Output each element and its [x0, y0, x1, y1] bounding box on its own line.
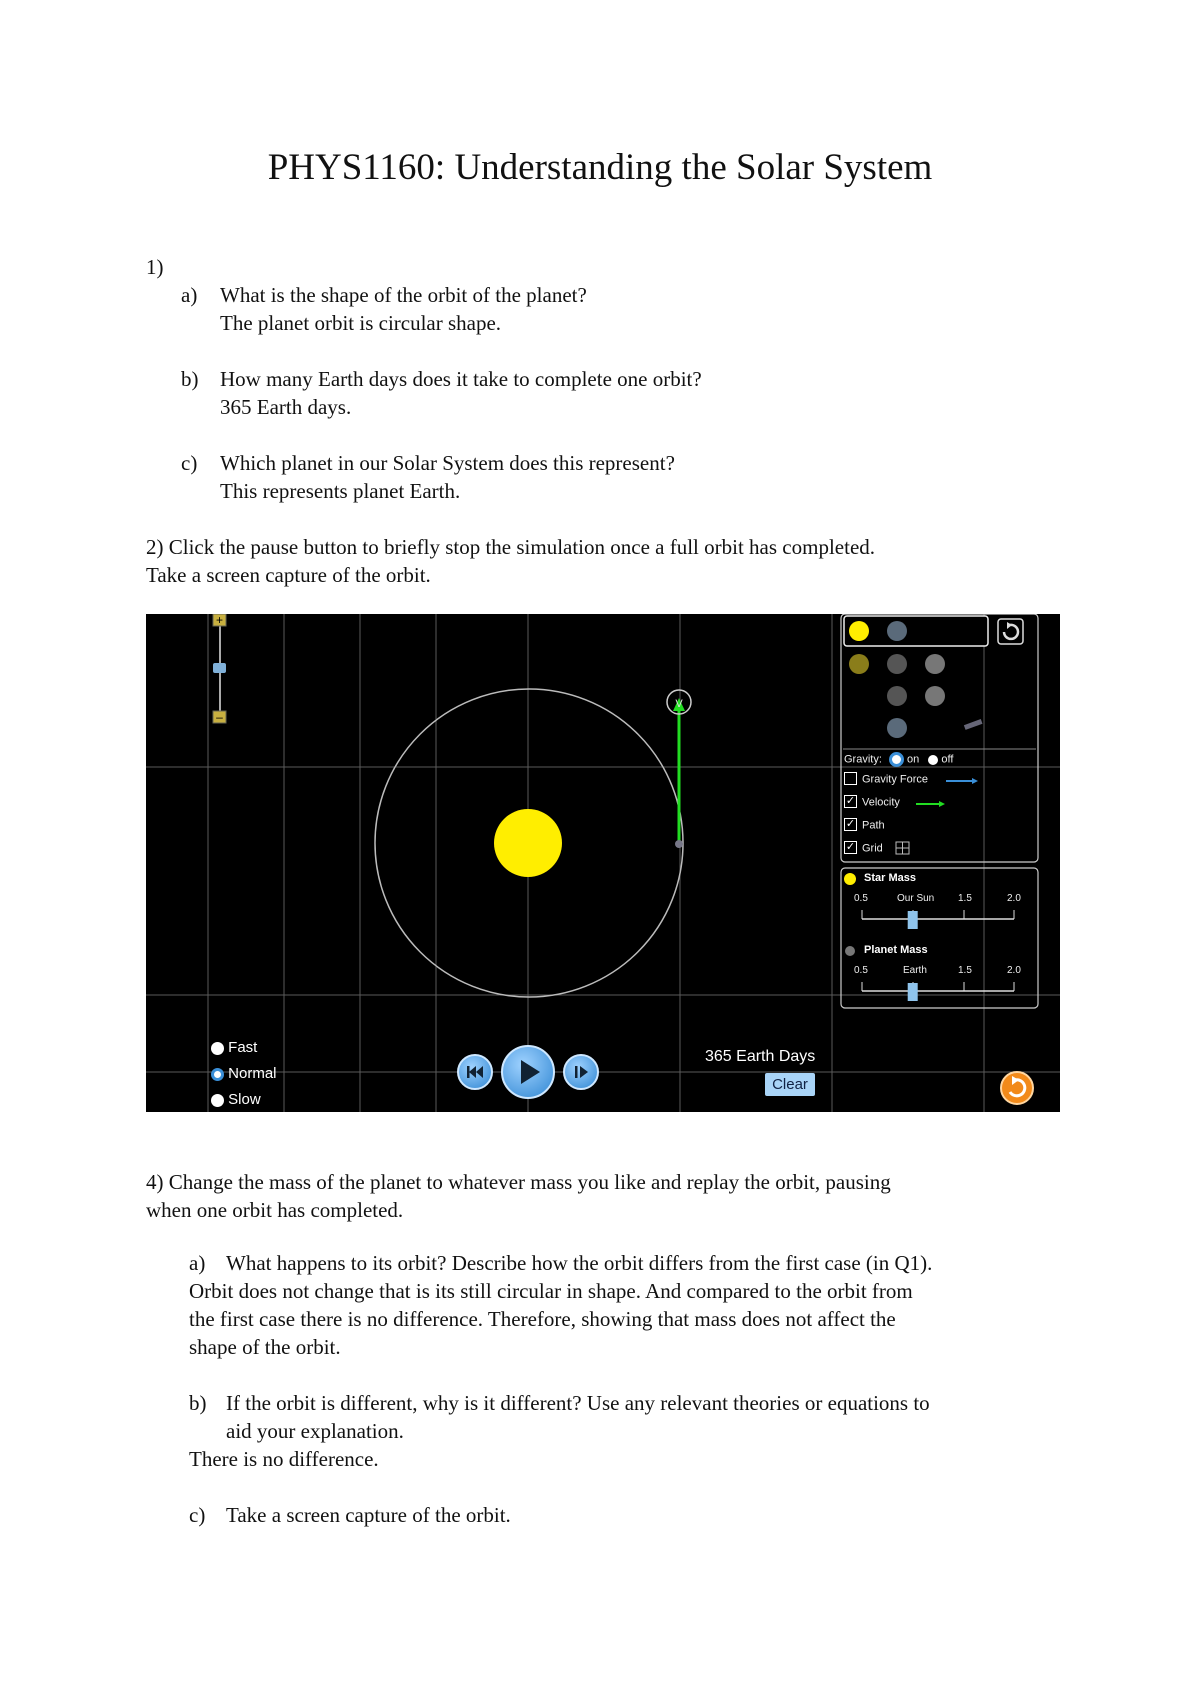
- q4a-answer-line1: Orbit does not change that is its still circular in shape. And compared to the orbit from: [189, 1279, 913, 1303]
- speed-slow-radio[interactable]: [211, 1094, 224, 1107]
- page-title: PHYS1160: Understanding the Solar System: [267, 147, 933, 188]
- q4a-answer-line2: the first case there is no difference. Therefore, showing that mass does not affect the: [189, 1307, 896, 1331]
- play-button[interactable]: [501, 1045, 555, 1099]
- star-mass-title: Star Mass: [864, 872, 916, 884]
- q1b-question: How many Earth days does it take to complete one orbit?: [220, 367, 702, 391]
- q4-line1: 4) Change the mass of the planet to whatever mass you like and replay the orbit, pausing: [146, 1170, 891, 1194]
- speed-fast-option[interactable]: [211, 1039, 257, 1056]
- q2-line2: Take a screen capture of the orbit.: [146, 563, 431, 587]
- planet-tick-3: 2.0: [1007, 965, 1021, 976]
- satellite-icon: [964, 719, 983, 730]
- q1-number: 1): [146, 255, 164, 279]
- star-mass-icon: [844, 873, 856, 885]
- grid-label: Grid: [862, 842, 883, 855]
- q4b-question-line1: If the orbit is different, why is it different? Use any relevant theories or equations to: [226, 1391, 930, 1415]
- restart-icon[interactable]: [1001, 1072, 1033, 1104]
- q4b-row: [189, 1389, 930, 1417]
- q4a-answer-line3: shape of the orbit.: [189, 1335, 341, 1359]
- planet-mass-icon: [845, 946, 855, 956]
- gravity-off-radio[interactable]: [928, 755, 938, 765]
- q4b-answer: There is no difference.: [189, 1447, 379, 1471]
- speed-normal-option[interactable]: [211, 1065, 277, 1082]
- planet-mass-slider[interactable]: [862, 982, 1014, 1001]
- gravity-on-label: on: [907, 753, 920, 766]
- planet-tick-1: Earth: [903, 965, 927, 976]
- speed-slow-option[interactable]: [211, 1091, 261, 1108]
- q1a-question: What is the shape of the orbit of the planet?: [220, 283, 587, 307]
- speed-fast-radio[interactable]: [211, 1042, 224, 1055]
- zoom-slider-thumb[interactable]: [213, 663, 226, 673]
- planet-mass-thumb[interactable]: [908, 983, 918, 1001]
- q2-line1: 2) Click the pause button to briefly stop the simulation once a full orbit has completed.: [146, 535, 876, 559]
- q1a-row: [181, 281, 587, 309]
- body-presets[interactable]: [849, 654, 982, 738]
- gravity-force-label: Gravity Force: [862, 773, 929, 786]
- q1b-answer: 365 Earth days.: [220, 395, 352, 419]
- preset-sun-icon: [849, 621, 869, 641]
- speed-slow-label: Slow: [228, 1091, 261, 1108]
- play-icon: [503, 1047, 553, 1097]
- q4a-row: [189, 1249, 932, 1277]
- speed-normal-label: Normal: [228, 1065, 277, 1082]
- q1c-question: Which planet in our Solar System does this represent?: [220, 451, 675, 475]
- speed-normal-radio[interactable]: [211, 1068, 224, 1081]
- path-checkbox[interactable]: ✓: [845, 818, 856, 830]
- gravity-toggle-row: [844, 752, 953, 767]
- planet-icon[interactable]: [675, 840, 683, 848]
- velocity-handle-label: V: [675, 698, 683, 710]
- velocity-checkbox[interactable]: ✓: [845, 795, 856, 807]
- q4b-label: b): [189, 1391, 207, 1415]
- gravity-on-radio[interactable]: [889, 752, 904, 767]
- step-forward-button[interactable]: [563, 1054, 599, 1090]
- rewind-button[interactable]: [457, 1054, 493, 1090]
- elapsed-days-readout: 365 Earth Days: [705, 1048, 816, 1065]
- gravity-force-checkbox[interactable]: [844, 772, 857, 785]
- q1b-label: b): [181, 367, 199, 391]
- planet-tick-2: 1.5: [958, 965, 972, 976]
- mass-panel: [841, 868, 1038, 1008]
- step-forward-icon: [565, 1056, 597, 1088]
- grid-option[interactable]: [844, 842, 883, 855]
- q1a-label: a): [181, 283, 198, 307]
- path-option[interactable]: [844, 819, 885, 832]
- q4a-question: What happens to its orbit? Describe how the orbit differs from the first case (in Q1).: [226, 1251, 933, 1275]
- q4c-label: c): [189, 1503, 206, 1527]
- svg-text:–: –: [216, 710, 223, 724]
- velocity-label: Velocity: [862, 796, 900, 809]
- star-tick-2: 1.5: [958, 893, 972, 904]
- velocity-option[interactable]: [844, 796, 900, 809]
- grid-lines: [146, 614, 1060, 1112]
- q1c-label: c): [181, 451, 198, 475]
- q1c-row: [181, 449, 675, 477]
- star-tick-1: Our Sun: [897, 893, 935, 904]
- star-mass-slider[interactable]: [862, 910, 1014, 929]
- gravity-force-option[interactable]: [844, 773, 928, 786]
- planet-mass-title: Planet Mass: [864, 944, 928, 956]
- grid-checkbox[interactable]: ✓: [845, 841, 856, 853]
- q4c-row: [189, 1501, 511, 1529]
- clear-button[interactable]: Clear: [765, 1073, 815, 1096]
- star-tick-0: 0.5: [854, 893, 868, 904]
- q4c-question: Take a screen capture of the orbit.: [226, 1503, 511, 1527]
- gravity-off-label: off: [941, 753, 954, 766]
- svg-text:+: +: [215, 614, 224, 627]
- path-label: Path: [862, 819, 885, 832]
- gravity-label: Gravity:: [844, 753, 882, 766]
- q4-line2: when one orbit has completed.: [146, 1198, 404, 1222]
- q1b-row: [181, 365, 702, 393]
- reset-icon[interactable]: [998, 619, 1023, 644]
- rewind-icon: [459, 1056, 491, 1088]
- q4a-label: a): [189, 1251, 206, 1275]
- planet-tick-0: 0.5: [854, 965, 868, 976]
- preset-earth-icon: [887, 621, 907, 641]
- star-tick-3: 2.0: [1007, 893, 1021, 904]
- orbit-simulation-screenshot: [146, 614, 1060, 1112]
- zoom-slider[interactable]: [213, 614, 226, 724]
- star-mass-thumb[interactable]: [908, 911, 918, 929]
- simulation-canvas: [146, 614, 1060, 1112]
- speed-fast-label: Fast: [228, 1039, 258, 1056]
- q1c-answer: This represents planet Earth.: [220, 479, 461, 503]
- q1a-answer: The planet orbit is circular shape.: [220, 311, 502, 335]
- q4b-question-line2: aid your explanation.: [226, 1419, 404, 1443]
- sun-icon[interactable]: [494, 809, 562, 877]
